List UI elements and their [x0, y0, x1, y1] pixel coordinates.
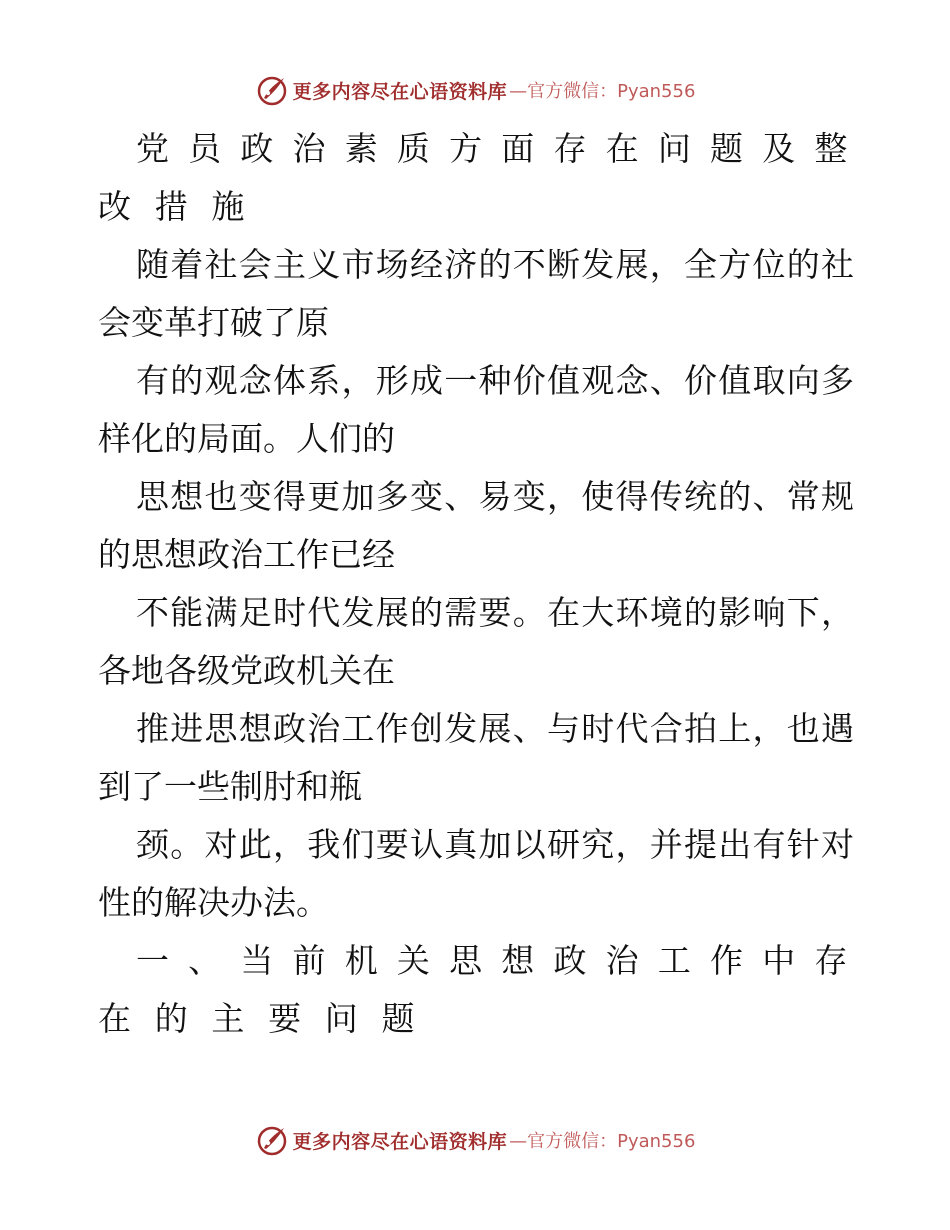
paragraph-line: 思想也变得更加多变、易变，使得传统的、常规	[136, 477, 854, 516]
paragraph-line: 到了一些制肘和瓶	[98, 767, 362, 806]
paragraph-line: 随着社会主义市场经济的不断发展，全方位的社	[136, 245, 854, 284]
paragraph-line: 会变革打破了原	[98, 303, 329, 342]
quill-seal-icon	[255, 1123, 289, 1157]
title-line-2: 改 措 施	[98, 187, 251, 226]
document-body	[98, 120, 854, 1048]
wechat-id: —官方微信：Pyan556	[509, 1131, 696, 1152]
body-paragraph	[98, 352, 854, 468]
quill-seal-icon	[255, 73, 289, 107]
heading-line-1: 一、当前机关思想政治工作中存	[136, 941, 854, 980]
footer-banner	[0, 1120, 950, 1160]
body-paragraph	[98, 468, 854, 584]
paragraph-line: 的思想政治工作已经	[98, 535, 395, 574]
body-paragraph	[98, 700, 854, 816]
brand-name: 更多内容尽在心语资料库	[292, 80, 508, 103]
wechat-id: —官方微信：Pyan556	[509, 81, 696, 102]
paragraph-line: 推进思想政治工作创发展、与时代合拍上，也遇	[136, 709, 854, 748]
paragraph-line: 颈。对此，我们要认真加以研究，并提出有针对	[136, 825, 854, 864]
body-paragraph	[98, 584, 854, 700]
paragraph-line: 不能满足时代发展的需要。在大环境的影响下，	[136, 593, 854, 632]
title-line-1: 党员政治素质方面存在问题及整	[136, 129, 854, 168]
body-paragraph	[98, 236, 854, 352]
brand-name: 更多内容尽在心语资料库	[292, 1130, 508, 1153]
paragraph-line: 样化的局面。人们的	[98, 419, 395, 458]
document-title	[98, 120, 854, 236]
heading-line-2: 在 的 主 要 问 题	[98, 999, 422, 1038]
body-paragraph	[98, 816, 854, 932]
section-heading	[98, 932, 854, 1048]
paragraph-line: 性的解决办法。	[98, 883, 329, 922]
header-banner	[0, 70, 950, 110]
paragraph-line: 有的观念体系，形成一种价值观念、价值取向多	[136, 361, 854, 400]
paragraph-line: 各地各级党政机关在	[98, 651, 395, 690]
